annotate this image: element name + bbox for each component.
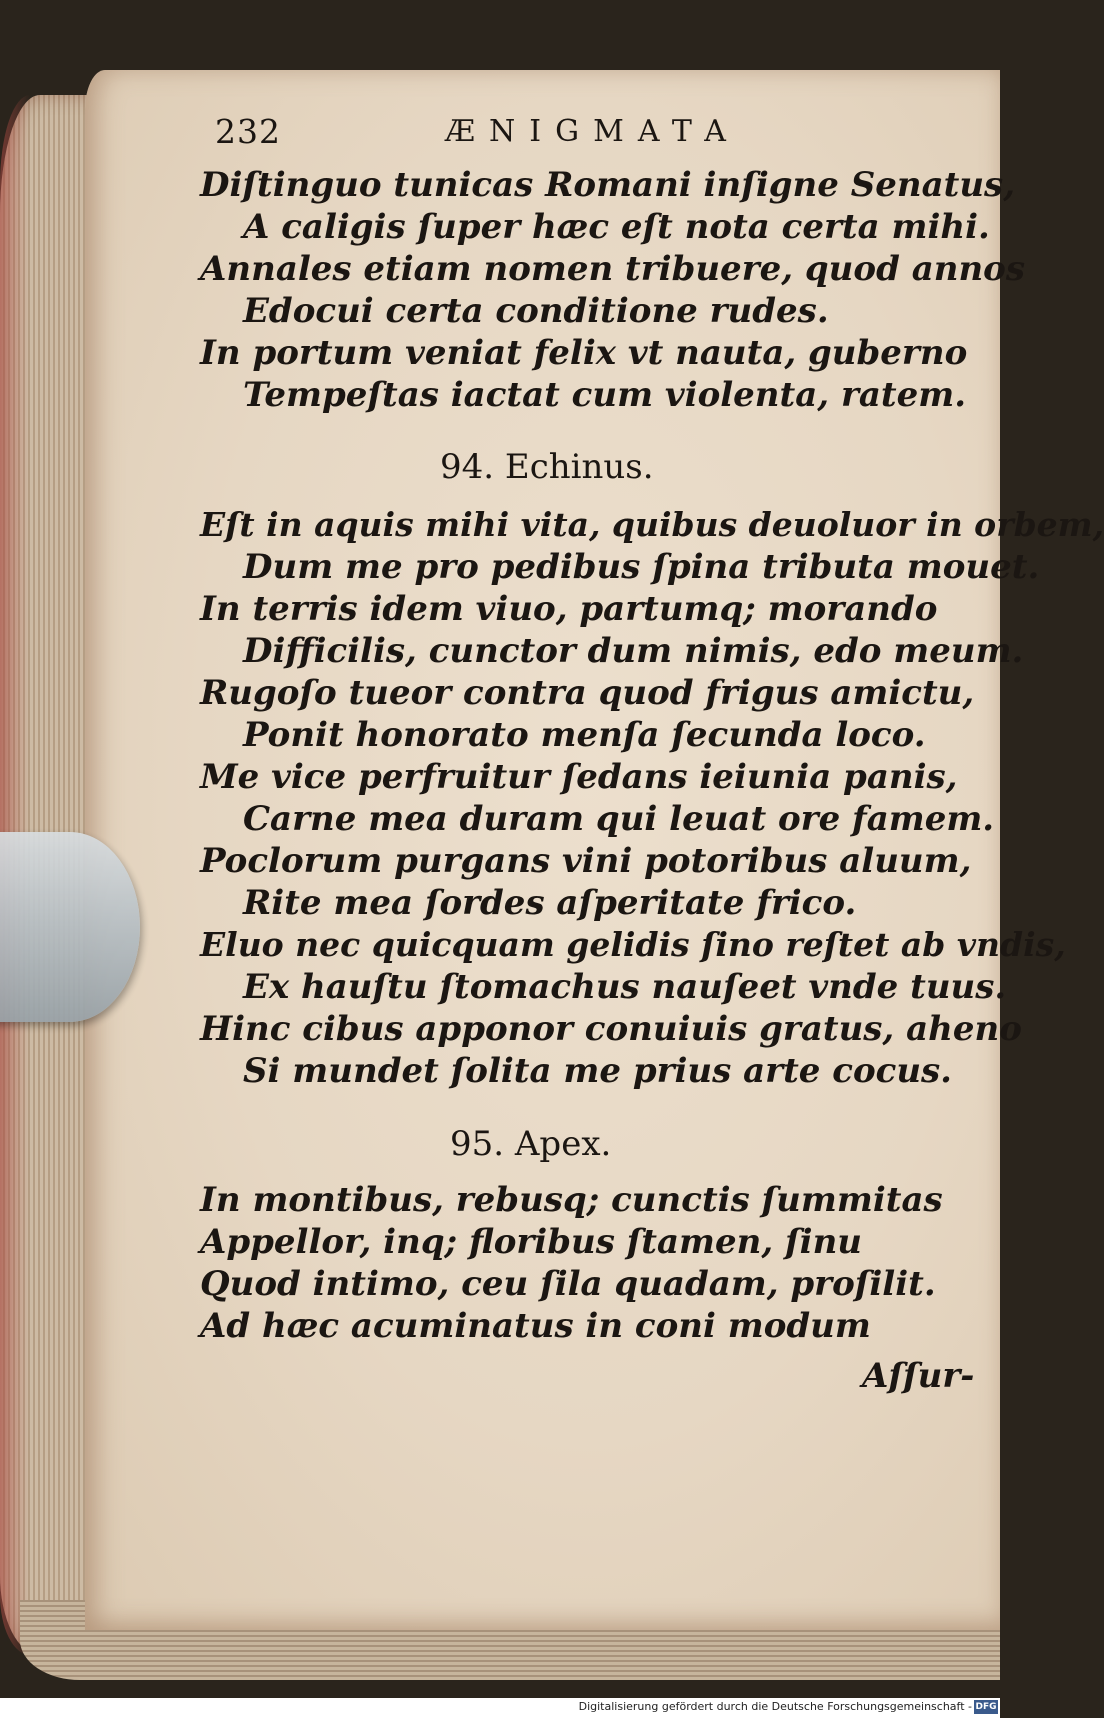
page-header — [215, 112, 815, 156]
catchword: Aſſur- — [862, 1356, 975, 1396]
verse-line: Ex hauſtu ſtomachus nauſeet vnde tuus. — [243, 967, 1007, 1007]
verse-line: Me vice perfruitur ſedans ieiunia panis, — [200, 757, 958, 797]
verse-line: Ponit honorato menſa ſecunda loco. — [243, 715, 926, 755]
verse-line: Edocui certa conditione rudes. — [243, 291, 829, 331]
verse-line: Difficilis, cunctor dum nimis, edo meum. — [243, 631, 1024, 671]
verse-line: Diſtinguo tunicas Romani inſigne Senatus, — [200, 165, 1016, 205]
verse-line: Poclorum purgans vini potoribus aluum, — [200, 841, 972, 881]
dfg-logo: DFG — [975, 1702, 997, 1712]
verse-line: Tempeſtas iactat cum violenta, ratem. — [243, 375, 967, 415]
verse-line: Eluo nec quicquam gelidis ſino reſtet ab vndis, — [200, 925, 1066, 964]
digitization-credit: Digitalisierung gefördert durch die Deutsche Forschungsgemeinschaft - — [578, 1700, 972, 1713]
verse-line: In terris idem viuo, partumq; morando — [200, 589, 938, 629]
verse-line: Hinc cibus apponor conuiuis gratus, aheno — [200, 1009, 1022, 1049]
verse-line: Appellor, inq; floribus ſtamen, ſinu — [200, 1222, 863, 1262]
verse-line: Dum me pro pedibus ſpina tributa mouet. — [243, 547, 1040, 587]
verse-line: Rugoſo tueor contra quod frigus amictu, — [200, 673, 975, 713]
verse-line: Rite mea ſordes aſperitate frico. — [243, 883, 857, 923]
verse-line: In montibus, rebusq; cunctis ſummitas — [200, 1180, 943, 1220]
verse-line: A caligis ſuper hæc eſt nota certa mihi. — [243, 207, 990, 247]
verse-line: Quod intimo, ceu ſila quadam, proſilit. — [200, 1264, 936, 1304]
section-heading-95: 95. Apex. — [450, 1124, 612, 1164]
verse-line: Si mundet ſolita me prius arte cocus. — [243, 1051, 953, 1091]
page-holder-clip — [0, 832, 140, 1022]
verse-line: Ad hæc acuminatus in coni modum — [200, 1306, 871, 1346]
verse-line: Eſt in aquis mihi vita, quibus deuoluor in orbem, — [200, 505, 1104, 544]
verse-line: Carne mea duram qui leuat ore famem. — [243, 799, 995, 839]
verse-line: Annales etiam nomen tribuere, quod annos — [200, 249, 1025, 289]
verse-line: In portum veniat felix vt nauta, guberno — [200, 333, 968, 373]
page-number: 232 — [215, 112, 281, 151]
running-title: ÆNIGMATA — [445, 114, 740, 149]
section-heading-94: 94. Echinus. — [440, 447, 654, 487]
